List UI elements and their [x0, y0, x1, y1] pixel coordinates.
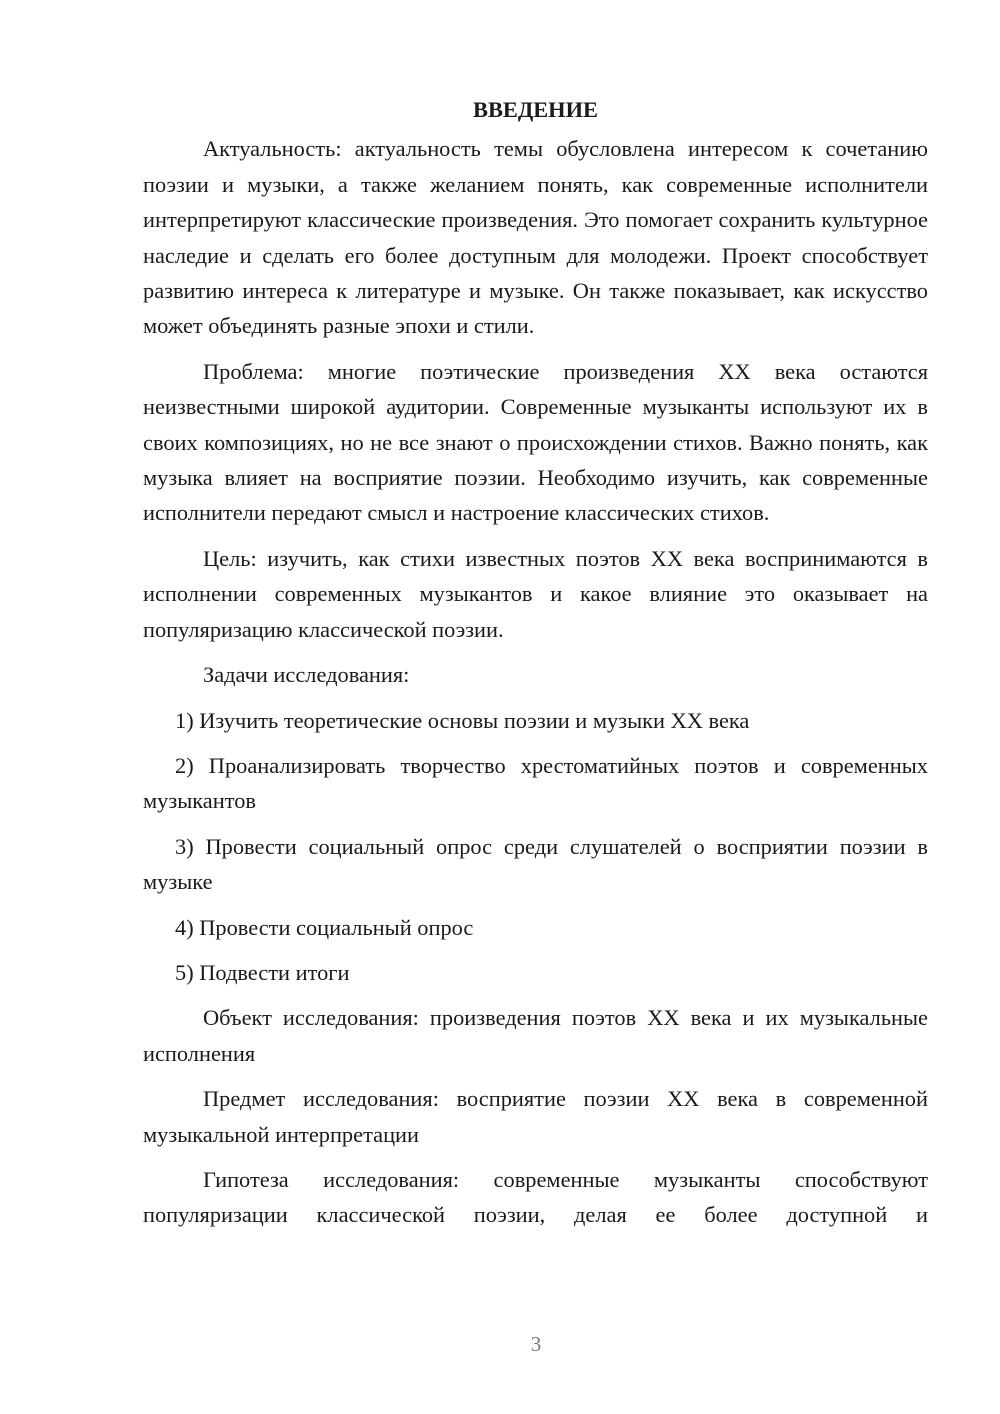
- tasks-heading: Задачи исследования:: [203, 662, 410, 688]
- list-item: 4) Провести социальный опрос: [175, 914, 474, 940]
- paragraph-subject: Предмет исследования: восприятие поэзии XX века в современной музыкальной интерпретации: [143, 1086, 928, 1147]
- paragraph-goal: Цель: изучить, как стихи известных поэтов XX века воспринимаются в исполнении современных музыкантов и какое влияние это оказывает на популяризацию классической поэзии.: [143, 545, 928, 642]
- page-number: 3: [530, 1332, 542, 1356]
- tasks-list: [143, 703, 928, 991]
- list-item: 3) Провести социальный опрос среди слушателей о восприятии поэзии в музыке: [143, 833, 928, 895]
- paragraph-problem: Проблема: многие поэтические произведения XX века остаются неизвестными широкой аудитории. Современные музыканты используют их в своих композициях, но не все знают о происхождении стихов. Важно понять, как музыка влияет на восприятие поэзии. Необходимо изучить, как современные исполнители передают смысл и настроение классических стихов.: [143, 358, 928, 526]
- paragraph-hypothesis: Гипотеза исследования: современные музыканты способствуют популяризации классической поэзии, делая ее более доступной и: [143, 1166, 928, 1228]
- paragraph-relevance: Актуальность: актуальность темы обусловлена интересом к сочетанию поэзии и музыки, а также желанием понять, как современные исполнители интерпретируют классические произведения. Это помогает сохранить культурное наследие и сделать его более доступным для молодежи. Проект способствует развитию интереса к литературе и музыке. Он также показывает, как искусство может объединять разные эпохи и стили.: [143, 136, 928, 339]
- list-item: 1) Изучить теоретические основы поэзии и музыки XX века: [175, 707, 750, 733]
- paragraph-object: Объект исследования: произведения поэтов XX века и их музыкальные исполнения: [143, 1005, 928, 1066]
- section-title: ВВЕДЕНИЕ: [473, 97, 598, 122]
- list-item: 2) Проанализировать творчество хрестоматийных поэтов и современных музыкантов: [143, 752, 928, 814]
- document-page: [143, 92, 928, 1243]
- list-item: 5) Подвести итоги: [175, 959, 350, 985]
